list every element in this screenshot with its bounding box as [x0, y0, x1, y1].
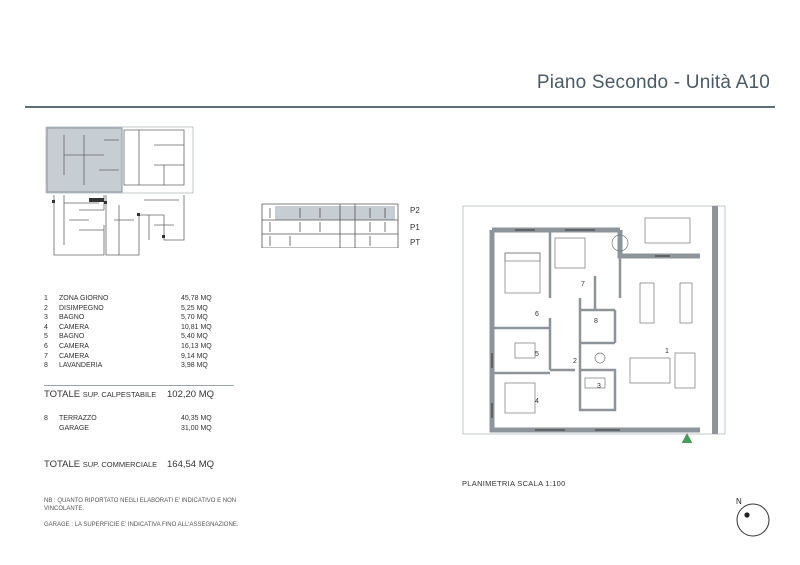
table-row: 8 TERRAZZO 40,35 MQ [44, 415, 212, 422]
table-row: 7 CAMERA 9,14 MQ [44, 352, 208, 360]
plan-room-1: 1 [665, 348, 669, 355]
section-level-p1: P1 [410, 223, 420, 232]
plan-room-4: 4 [535, 398, 539, 405]
extra-areas-table [44, 414, 244, 433]
plan-room-6: 6 [535, 311, 539, 318]
plan-room-8: 8 [594, 318, 598, 325]
plan-scale-label: PLANIMETRIA SCALA 1:100 [462, 479, 566, 488]
note-garage: GARAGE : LA SUPERFICIE E' INDICATIVA FINO ALL'ASSEGNAZIONE. [44, 522, 239, 528]
page-title: Piano Secondo - Unità A10 [536, 72, 770, 93]
section-level-p2: P2 [410, 206, 420, 215]
table-row: 3 BAGNO 5,70 MQ [44, 314, 208, 322]
table-row: 4 CAMERA 10,81 MQ [44, 323, 212, 331]
entrance-arrow [679, 433, 695, 443]
plan-room-2: 2 [573, 358, 577, 365]
plan-room-7: 7 [581, 281, 585, 288]
table-row: GARAGE 31,00 MQ [59, 424, 212, 432]
table-row: 1 ZONA GIORNO 45,78 MQ [44, 295, 212, 302]
highlighted-unit [47, 128, 122, 192]
total-calpestabile: TOTALE SUP. CALPESTABILE 102,20 MQ [44, 389, 214, 400]
room-areas-table [44, 294, 244, 371]
table-row: 5 BAGNO 5,40 MQ [44, 333, 208, 341]
table-row: 8 LAVANDERIA 3,98 MQ [44, 362, 208, 370]
table-row: 6 CAMERA 16,13 MQ [44, 342, 212, 350]
section-level-pt: PT [410, 238, 421, 247]
plan-room-3: 3 [597, 383, 601, 390]
plan-room-5: 5 [535, 351, 539, 358]
title-divider [25, 106, 775, 108]
table-divider [44, 385, 234, 386]
note-nb: NB : QUANTO RIPORTATO NEGLI ELABORATI E' INDICATIVO E NON VINCOLANTE. [44, 498, 237, 512]
floor-plan [455, 198, 735, 443]
north-compass [733, 492, 773, 542]
key-plan [44, 125, 204, 265]
compass-north-label: N [736, 497, 742, 506]
total-commerciale: TOTALE SUP. COMMERCIALE 164,54 MQ [44, 459, 214, 470]
building-section [260, 198, 400, 248]
table-row: 2 DISIMPEGNO 5,25 MQ [44, 304, 208, 312]
